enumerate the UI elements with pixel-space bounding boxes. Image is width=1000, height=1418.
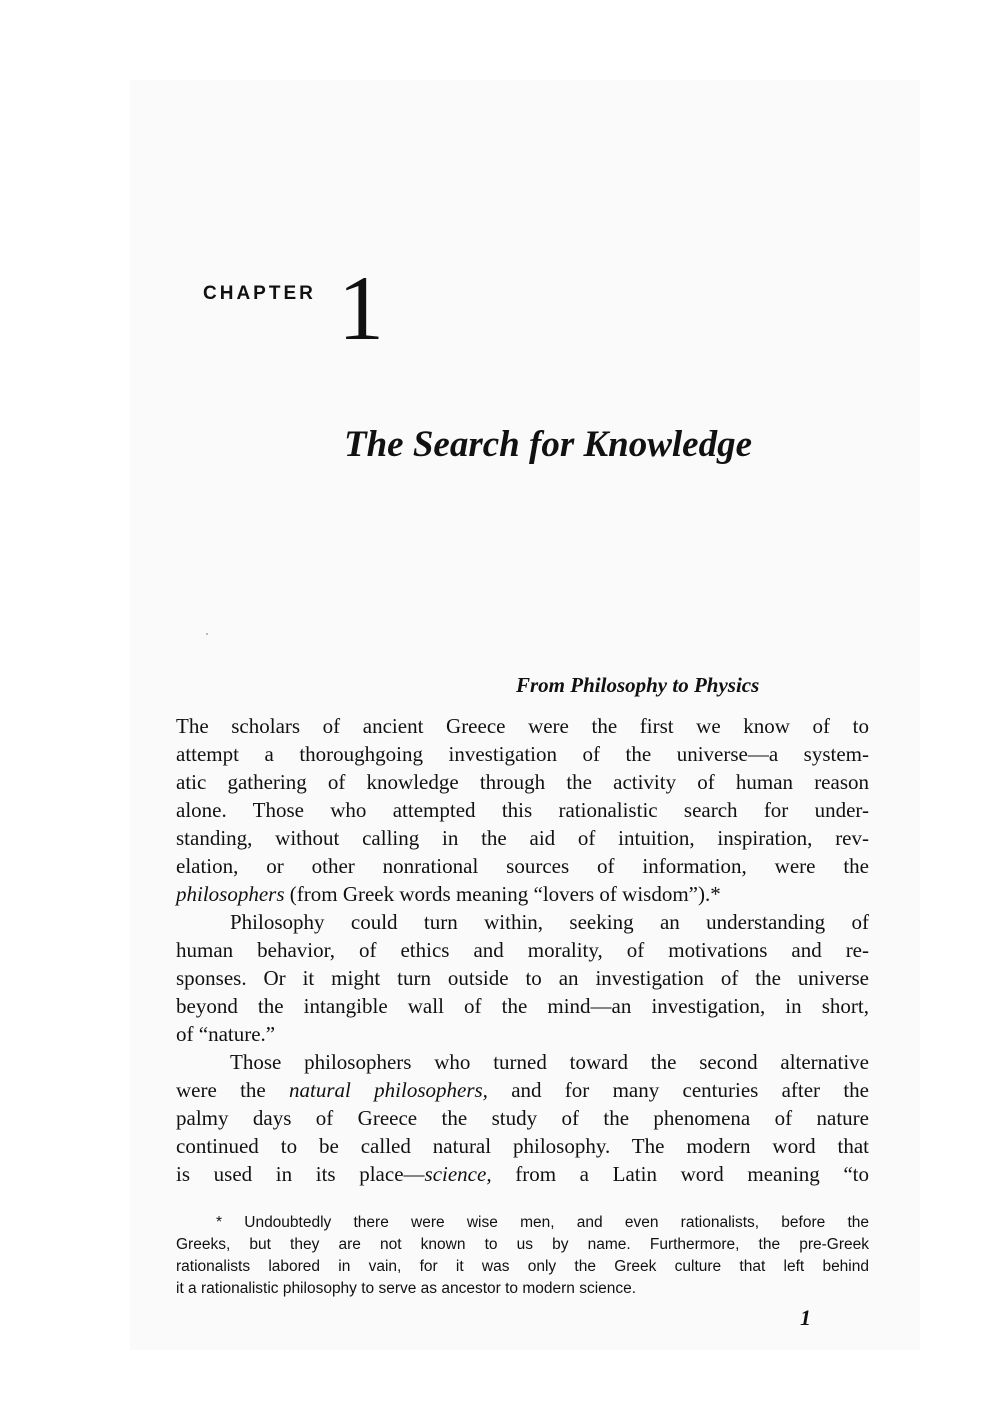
term-science: science,	[424, 1162, 492, 1186]
body-line: The scholars of ancient Greece were the first we know of to	[176, 714, 869, 738]
body-line: sponses. Or it might turn outside to an investigation of the universe	[176, 966, 869, 990]
scan-speck	[206, 633, 208, 635]
body-line: palmy days of Greece the study of the phenomena of nature	[176, 1106, 869, 1130]
body-line: were the natural philosophers, and for many centuries after the	[176, 1078, 869, 1102]
body-text	[176, 712, 869, 1188]
footnote	[176, 1212, 869, 1300]
footnote-line: * Undoubtedly there were wise men, and even rationalists, before the	[216, 1214, 869, 1231]
body-line: of “nature.”	[176, 1022, 276, 1046]
body-line: human behavior, of ethics and morality, of motivations and re-	[176, 938, 869, 962]
body-line: alone. Those who attempted this rationalistic search for under-	[176, 798, 869, 822]
body-line: attempt a thoroughgoing investigation of the universe—a system-	[176, 742, 869, 766]
chapter-number: 1	[338, 257, 384, 359]
page-number: 1	[800, 1305, 811, 1330]
footnote-line: Greeks, but they are not known to us by name. Furthermore, the pre-Greek	[176, 1236, 869, 1253]
section-heading: From Philosophy to Physics	[516, 673, 760, 697]
body-line: standing, without calling in the aid of intuition, inspiration, rev-	[176, 826, 869, 850]
footnote-line: it a rationalistic philosophy to serve as ancestor to modern science.	[176, 1280, 637, 1297]
term-natural-philosophers: natural philosophers,	[289, 1078, 488, 1102]
body-line: Those philosophers who turned toward the second alternative	[230, 1050, 869, 1074]
body-line: is used in its place—science, from a Latin word meaning “to	[176, 1162, 869, 1186]
body-line: atic gathering of knowledge through the activity of human reason	[176, 770, 869, 794]
chapter-title: The Search for Knowledge	[344, 424, 753, 465]
chapter-label: CHAPTER	[203, 283, 316, 304]
body-line: continued to be called natural philosophy. The modern word that	[176, 1134, 869, 1158]
body-line: beyond the intangible wall of the mind—an investigation, in short,	[176, 994, 869, 1018]
body-line: elation, or other nonrational sources of information, were the	[176, 854, 869, 878]
footnote-line: rationalists labored in vain, for it was only the Greek culture that left behind	[176, 1258, 869, 1275]
body-line: philosophers (from Greek words meaning “lovers of wisdom”).*	[176, 882, 721, 906]
term-philosophers: philosophers	[176, 882, 285, 906]
body-line: Philosophy could turn within, seeking an understanding of	[230, 910, 869, 934]
